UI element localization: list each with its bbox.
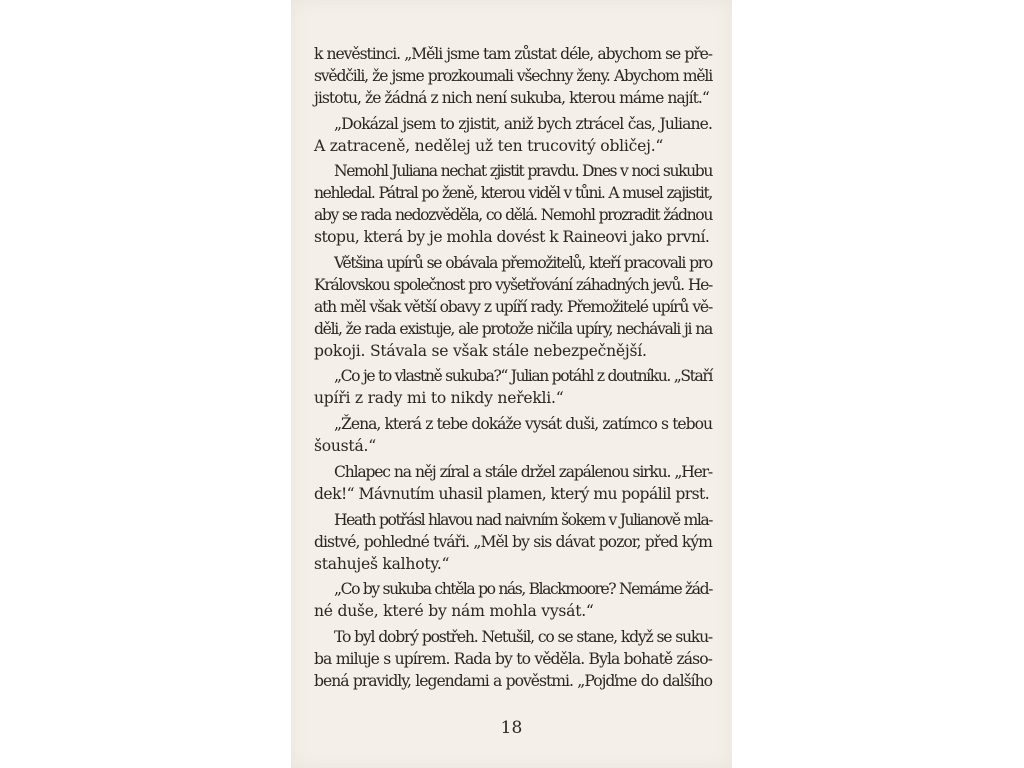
- text-line: Heath potřásl hlavou nad naivním šokem v Julianově mla-: [334, 510, 712, 529]
- text-line: nehledal. Pátral po ženě, kterou viděl v tůni. A musel zajistit,: [314, 184, 712, 203]
- text-line: Chlapec na něj zíral a stále držel zapálenou sirku. „Her-: [334, 463, 712, 482]
- text-line: ath měl však větší obavy z upíří rady. Přemožitelé upírů vě-: [314, 297, 712, 316]
- text-line: jistotu, že žádná z nich není sukuba, kterou máme najít.“: [314, 88, 709, 107]
- text-line: děli, že rada existuje, ale protože ničila upíry, nechávali ji na: [314, 319, 712, 338]
- paragraph: [314, 253, 712, 362]
- text-line: „Co je to vlastně sukuba?“ Julian potáhl z doutníku. „Staří: [334, 367, 712, 386]
- book-page: [291, 0, 732, 768]
- text-line: distvé, pohledné tváři. „Měl by sis dávat pozor, před kým: [314, 532, 712, 551]
- text-line: Nemohl Juliana nechat zjistit pravdu. Dnes v noci sukubu: [334, 162, 712, 181]
- text-line: „Žena, která z tebe dokáže vysát duši, zatímco s tebou: [334, 415, 712, 434]
- paragraph: [314, 510, 712, 576]
- paragraph: [314, 114, 712, 158]
- text-line: „Dokázal jsem to zjistit, aniž bych ztrácel čas, Juliane.: [334, 114, 712, 133]
- text-line: né duše, které by nám mohla vysát.“: [314, 602, 594, 621]
- text-line: To byl dobrý postřeh. Netušil, co se stane, když se suku-: [334, 628, 712, 647]
- text-line: Většina upírů se obávala přemožitelů, kteří pracovali pro: [334, 254, 712, 273]
- text-line: A zatraceně, nedělej už ten trucovitý obličej.“: [314, 136, 664, 155]
- text-line: aby se rada nedozvěděla, co dělá. Nemohl prozradit žádnou: [314, 206, 712, 225]
- paragraph: [314, 627, 712, 693]
- text-line: k nevěstinci. „Měli jsme tam zůstat déle, abychom se pře-: [314, 45, 712, 63]
- page-number: 18: [500, 718, 523, 738]
- paragraph: [314, 161, 712, 249]
- paragraph: [314, 579, 712, 623]
- text-line: šoustá.“: [314, 437, 376, 456]
- text-line: dek!“ Mávnutím uhasil plamen, který mu popálil prst.: [314, 484, 710, 503]
- text-line: svědčili, že jsme prozkoumali všechny ženy. Abychom měli: [314, 66, 712, 85]
- paragraph: [314, 462, 712, 506]
- body-text: [314, 44, 712, 693]
- text-line: pokoji. Stávala se však stále nebezpečnější.: [314, 341, 647, 360]
- paragraph: [314, 414, 712, 458]
- text-line: „Co by sukuba chtěla po nás, Blackmoore? Nemáme žád-: [334, 580, 712, 599]
- text-line: Královskou společnost pro vyšetřování záhadných jevů. He-: [314, 275, 712, 294]
- text-line: stahuješ kalhoty.“: [314, 554, 450, 573]
- paragraph: [314, 366, 712, 410]
- text-line: stopu, která by je mohla dovést k Raineovi jako první.: [314, 228, 710, 247]
- text-line: bená pravidly, legendami a pověstmi. „Pojďme do dalšího: [314, 672, 712, 691]
- text-line: ba miluje s upírem. Rada by to věděla. Byla bohatě záso-: [314, 650, 712, 669]
- paragraph: [314, 44, 712, 110]
- text-line: upíři z rady mi to nikdy neřekli.“: [314, 389, 564, 408]
